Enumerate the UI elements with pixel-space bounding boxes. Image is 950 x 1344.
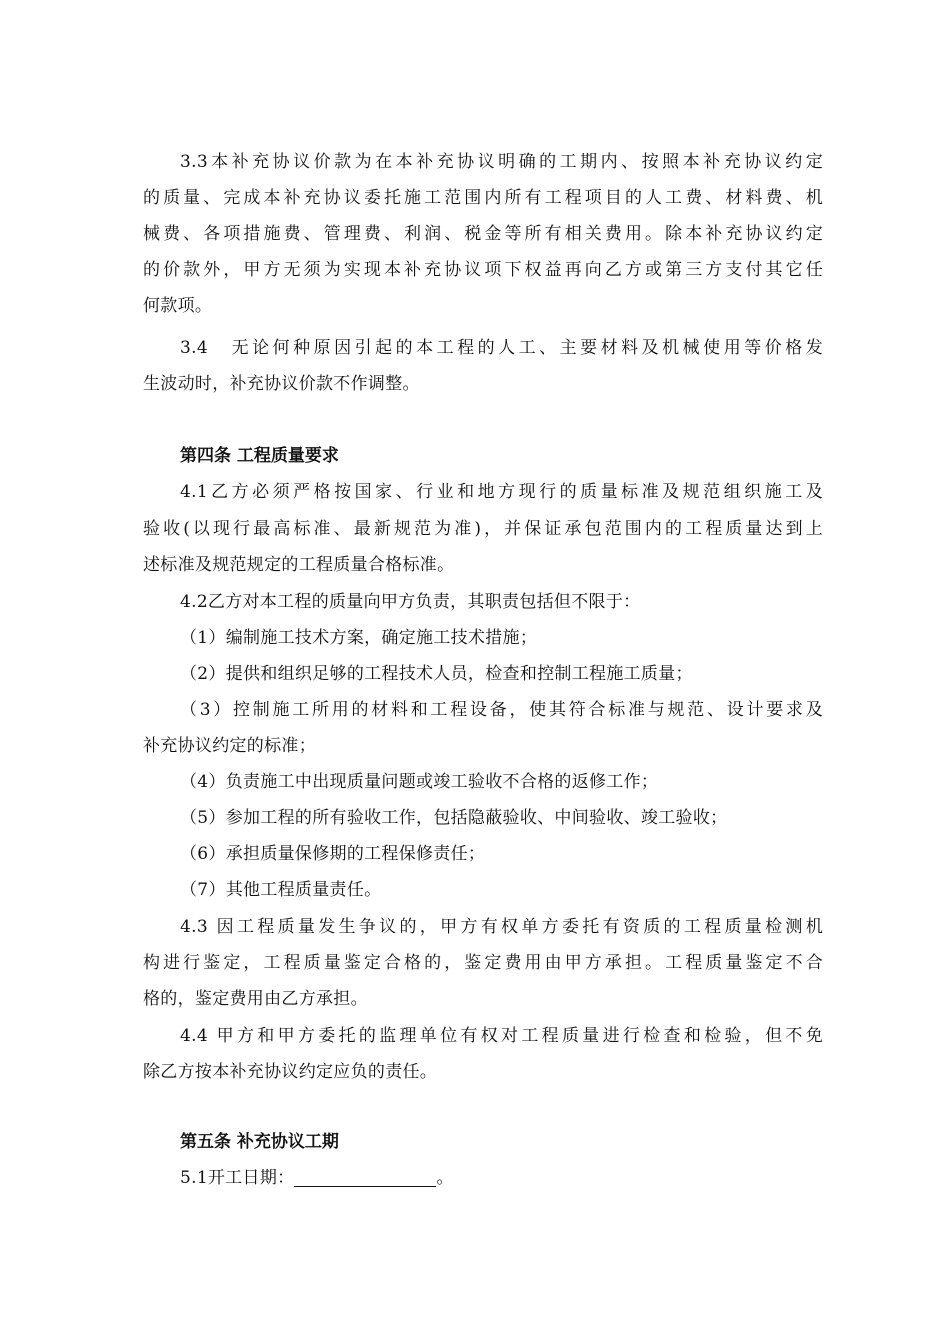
paragraph-4-4-line-1: 4.4 甲方和甲方委托的监理单位有权对工程质量进行检查和检验，但不免: [180, 1026, 823, 1046]
list-item-1: （1）编制施工技术方案，确定施工技术措施；: [180, 628, 538, 648]
paragraph-3-4-line-2: 生波动时，补充协议价款不作调整。: [143, 374, 420, 394]
paragraph-4-1-line-1: 4.1乙方必须严格按国家、行业和地方现行的质量标准及规范组织施工及: [180, 482, 823, 502]
list-item-3-line-1: （3）控制施工所用的材料和工程设备，使其符合标准与规范、设计要求及: [180, 700, 823, 720]
start-date-end-punct: 。: [436, 1168, 454, 1188]
paragraph-4-1-line-3: 述标准及规范规定的工程质量合格标准。: [143, 555, 455, 575]
paragraph-3-3-line-5: 何款项。: [143, 296, 213, 316]
paragraph-3-3-line-2: 的质量、完成本补充协议委托施工范围内所有工程项目的人工费、材料费、机: [143, 188, 823, 208]
list-item-5: （5）参加工程的所有验收工作，包括隐蔽验收、中间验收、竣工验收；: [180, 808, 728, 828]
paragraph-3-4-line-1: 3.4 无论何种原因引起的本工程的人工、主要材料及机械使用等价格发: [180, 338, 823, 358]
list-item-3-line-2: 补充协议约定的标准；: [143, 736, 316, 756]
start-date-blank: [294, 1168, 436, 1187]
section-5-heading: 第五条 补充协议工期: [180, 1132, 339, 1152]
paragraph-4-3-line-3: 格的，鉴定费用由乙方承担。: [143, 989, 368, 1009]
start-date-label: 5.1开工日期：: [180, 1168, 295, 1188]
section-4-heading: 第四条 工程质量要求: [180, 446, 339, 466]
paragraph-4-2-intro: 4.2乙方对本工程的质量向甲方负责，其职责包括但不限于：: [180, 592, 641, 612]
paragraph-4-3-line-2: 构进行鉴定，工程质量鉴定合格的，鉴定费用由甲方承担。工程质量鉴定不合: [143, 953, 823, 973]
paragraph-4-3-line-1: 4.3 因工程质量发生争议的，甲方有权单方委托有资质的工程质量检测机: [180, 917, 823, 937]
paragraph-3-3-line-4: 的价款外，甲方无须为实现本补充协议项下权益再向乙方或第三方支付其它任: [143, 260, 823, 280]
paragraph-3-3-line-1: 3.3本补充协议价款为在本补充协议明确的工期内、按照本补充协议约定: [180, 152, 823, 172]
list-item-4: （4）负责施工中出现质量问题或竣工验收不合格的返修工作；: [180, 772, 659, 792]
paragraph-3-3-line-3: 械费、各项措施费、管理费、利润、税金等所有相关费用。除本补充协议约定: [143, 224, 823, 244]
list-item-2: （2）提供和组织足够的工程技术人员，检查和控制工程施工质量；: [180, 664, 693, 684]
list-item-7: （7）其他工程质量责任。: [180, 880, 382, 900]
paragraph-4-1-line-2: 验收(以现行最高标准、最新规范为准)，并保证承包范围内的工程质量达到上: [143, 519, 823, 539]
paragraph-4-4-line-2: 除乙方按本补充协议约定应负的责任。: [143, 1062, 438, 1082]
paragraph-5-1: [180, 1160, 823, 1196]
list-item-6: （6）承担质量保修期的工程保修责任；: [180, 844, 486, 864]
